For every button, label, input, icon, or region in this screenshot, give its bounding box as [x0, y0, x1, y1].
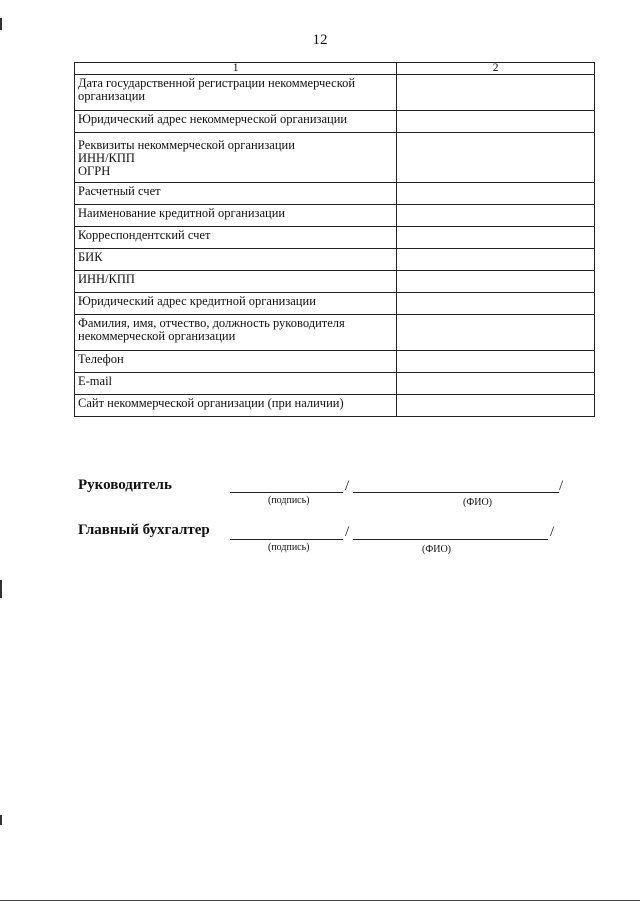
- head-name-caption: (ФИО): [463, 497, 493, 508]
- table-header-col-1: 1: [75, 63, 397, 75]
- row-label-bik: БИК: [75, 249, 397, 271]
- row-label-email: E-mail: [75, 373, 397, 395]
- accountant-signature-line: [230, 539, 343, 540]
- row-value-bank-name: [397, 205, 595, 227]
- table-row: [75, 133, 595, 183]
- table-row: [75, 249, 595, 271]
- table-row: [75, 183, 595, 205]
- scan-edge-mark: [0, 815, 2, 825]
- head-name-line: [353, 492, 559, 493]
- row-value-bank-inn-kpp: [397, 271, 595, 293]
- row-value-registration-date: [397, 75, 595, 111]
- accountant-slash-2: /: [550, 524, 555, 540]
- row-label-correspondent-account: Корреспондентский счет: [75, 227, 397, 249]
- table-row: [75, 205, 595, 227]
- table-header-col-2: 2: [397, 63, 595, 75]
- row-value-bik: [397, 249, 595, 271]
- accountant-slash-1: /: [345, 524, 350, 540]
- row-value-correspondent-account: [397, 227, 595, 249]
- table-row: [75, 351, 595, 373]
- table-row: [75, 395, 595, 417]
- table-row: [75, 293, 595, 315]
- table-row: [75, 111, 595, 133]
- head-slash-1: /: [345, 478, 350, 494]
- row-label-director-name: Фамилия, имя, отчество, должность руководителя некоммерческой организации: [75, 315, 397, 351]
- row-value-bank-legal-address: [397, 293, 595, 315]
- head-label: Руководитель: [78, 477, 172, 493]
- scan-bottom-edge: [0, 900, 640, 901]
- head-signature-line: [230, 492, 343, 493]
- row-value-requisites: [397, 133, 595, 183]
- row-value-legal-address: [397, 111, 595, 133]
- row-label-bank-inn-kpp: ИНН/КПП: [75, 271, 397, 293]
- row-label-registration-date: Дата государственной регистрации некоммерческой организации: [75, 75, 397, 111]
- row-value-email: [397, 373, 595, 395]
- row-value-phone: [397, 351, 595, 373]
- row-value-website: [397, 395, 595, 417]
- requisites-table: [74, 62, 595, 417]
- table-row: [75, 373, 595, 395]
- scan-edge-mark: [0, 580, 2, 598]
- head-slash-2: /: [559, 478, 564, 494]
- row-label-bank-legal-address: Юридический адрес кредитной организации: [75, 293, 397, 315]
- accountant-name-caption: (ФИО): [422, 544, 452, 555]
- row-label-legal-address: Юридический адрес некоммерческой организации: [75, 111, 397, 133]
- head-signature-caption: (подпись): [268, 495, 310, 506]
- accountant-signature-caption: (подпись): [268, 542, 310, 553]
- accountant-name-line: [353, 539, 548, 540]
- row-label-phone: Телефон: [75, 351, 397, 373]
- table-row: [75, 271, 595, 293]
- row-value-director-name: [397, 315, 595, 351]
- table-row: [75, 315, 595, 351]
- page-number: 12: [312, 32, 328, 48]
- row-label-bank-name: Наименование кредитной организации: [75, 205, 397, 227]
- row-label-website: Сайт некоммерческой организации (при наличии): [75, 395, 397, 417]
- table-header-row: [75, 63, 595, 75]
- row-label-settlement-account: Расчетный счет: [75, 183, 397, 205]
- row-label-requisites: Реквизиты некоммерческой организации ИНН/КПП ОГРН: [75, 133, 397, 183]
- row-value-settlement-account: [397, 183, 595, 205]
- table-row: [75, 75, 595, 111]
- accountant-label: Главный бухгалтер: [78, 522, 210, 538]
- table-row: [75, 227, 595, 249]
- scan-edge-mark: [0, 18, 2, 30]
